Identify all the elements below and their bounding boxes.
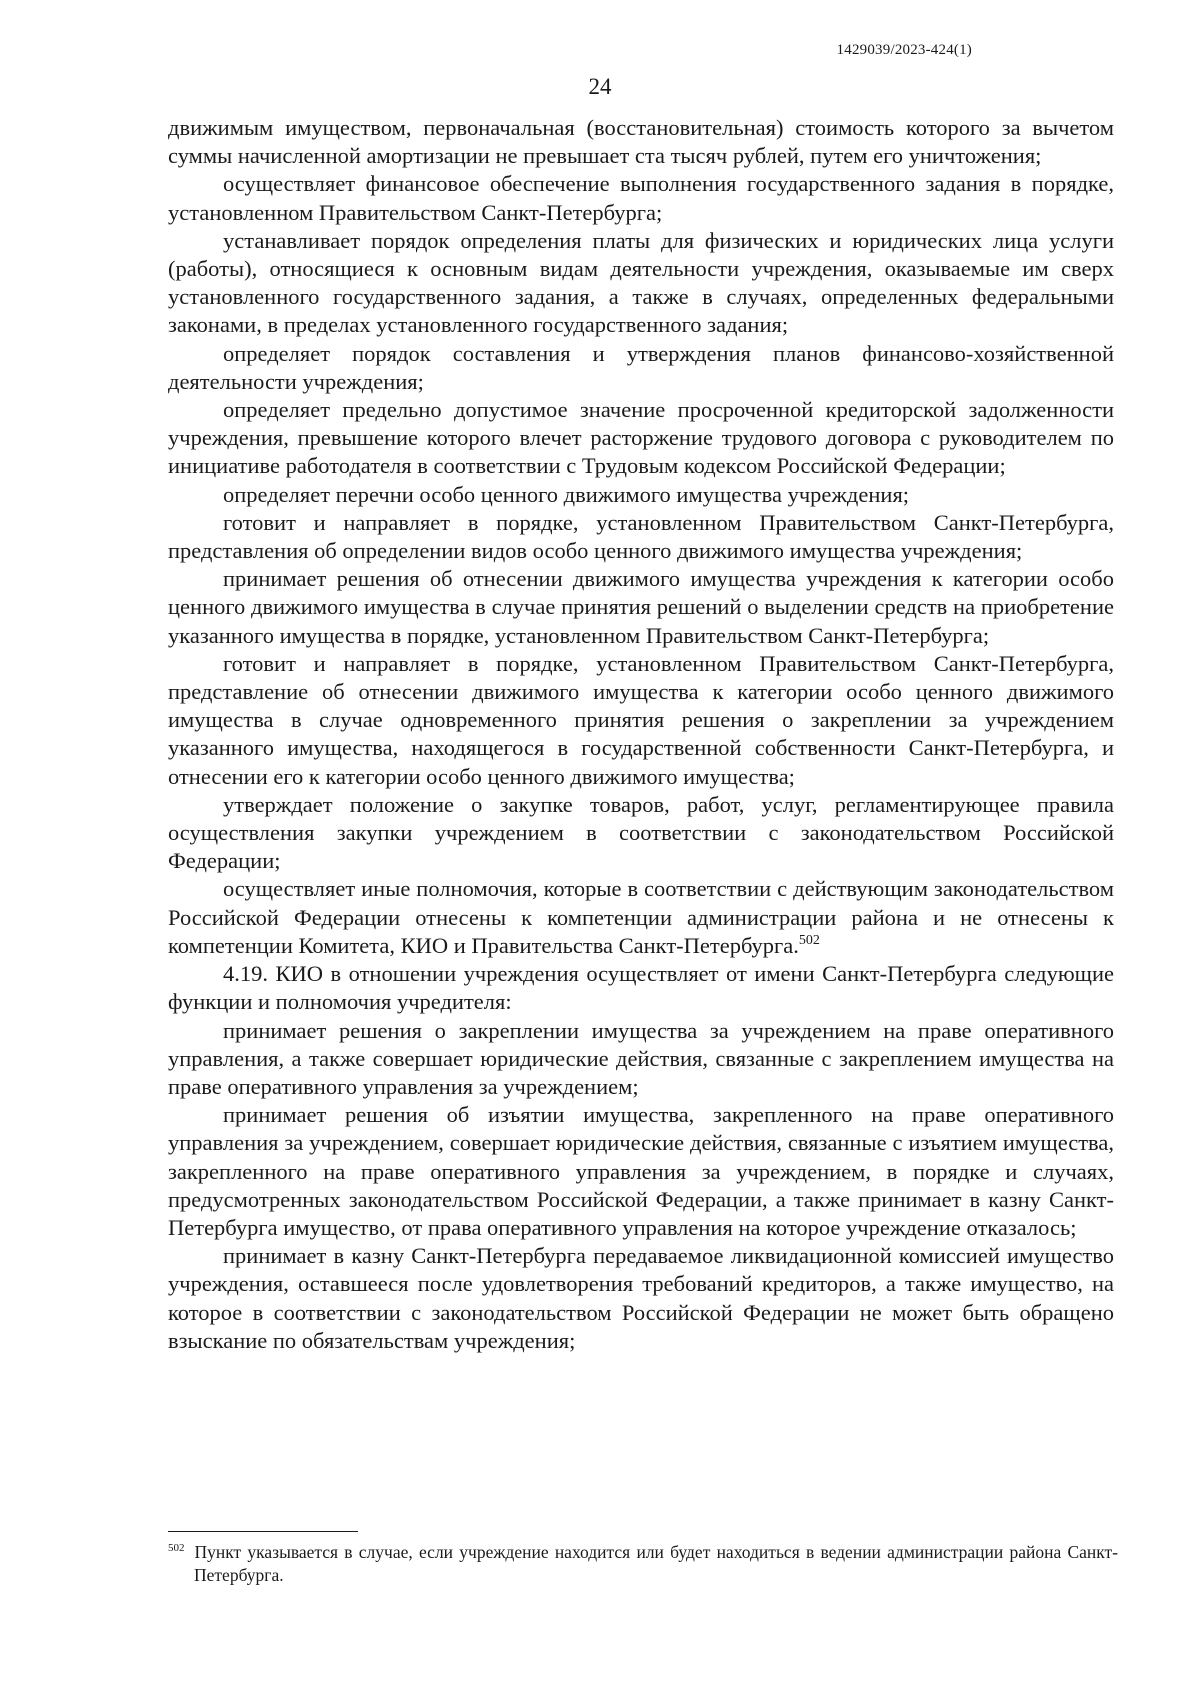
section-paragraph: 4.19. КИО в отношении учреждения осуществляет от имени Санкт-Петербурга следующие функции и полномочия учредителя: <box>168 961 1114 1015</box>
page-number: 24 <box>588 74 612 99</box>
paragraph: осуществляет финансовое обеспечение выполнения государственного задания в порядке, установленном Правительством Санкт-Петербурга; <box>168 171 1114 225</box>
paragraph-with-footnote <box>168 875 1114 960</box>
document-registration-number: 1429039/2023-424(1) <box>836 42 972 58</box>
footnote-separator <box>168 1531 358 1532</box>
footnote-entry <box>168 1541 1118 1587</box>
paragraph-text: осуществляет иные полномочия, которые в соответствии с действующим законодательством Российской Федерации отнесены к компетенции администрации района и не отнесены к компетенции Комитета, КИО и Правительства Санкт-Петербурга. <box>168 876 1114 958</box>
paragraph: движимым имуществом, первоначальная (восстановительная) стоимость которого за вычетом суммы начисленной амортизации не превышает ста тысяч рублей, путем его уничтожения; <box>168 115 1114 169</box>
document-body <box>168 114 1114 1355</box>
footnote-text: Пункт указывается в случае, если учреждение находится или будет находиться в ведении администрации района Санкт-Петербурга. <box>194 1542 1118 1585</box>
paragraph: определяет порядок составления и утверждения планов финансово-хозяйственной деятельности учреждения; <box>168 340 1114 394</box>
paragraph: определяет предельно допустимое значение просроченной кредиторской задолженности учреждения, превышение которого влечет расторжение трудового договора с руководителем по инициативе работодателя в соответствии с Трудовым кодексом Российской Федерации; <box>168 397 1114 479</box>
paragraph: утверждает положение о закупке товаров, работ, услуг, регламентирующее правила осуществления закупки учреждением в соответствии с законодательством Российской Федерации; <box>168 791 1114 874</box>
paragraph: принимает в казну Санкт-Петербурга передаваемое ликвидационной комиссией имущество учреждения, оставшееся после удовлетворения требований кредиторов, а также имущество, на которое в соответствии с законодательством Российской Федерации не может быть обращено взыскание по обязательствам учреждения; <box>168 1243 1114 1353</box>
paragraph: принимает решения об отнесении движимого имущества учреждения к категории особо ценного движимого имущества в случае принятия решений о выделении средств на приобретение указанного имущества в порядке, установленном Правительством Санкт-Петербурга; <box>168 566 1114 648</box>
paragraph: готовит и направляет в порядке, установленном Правительством Санкт-Петербурга, представление об отнесении движимого имущества к категории особо ценного движимого имущества в случае одновременного принятия решения о закреплении за учреждением указанного имущества, находящегося в государственной собственности Санкт-Петербурга, и отнесении его к категории особо ценного движимого имущества; <box>168 650 1114 789</box>
paragraph: готовит и направляет в порядке, установленном Правительством Санкт-Петербурга, представления об определении видов особо ценного движимого имущества учреждения; <box>168 509 1114 564</box>
paragraph: принимает решения о закреплении имущества за учреждением на праве оперативного управления, а также совершает юридические действия, связанные с закреплением имущества на праве оперативного управления за учреждением; <box>168 1017 1114 1099</box>
footnote <box>168 1541 1118 1587</box>
paragraph: определяет перечни особо ценного движимого имущества учреждения; <box>223 481 910 507</box>
footnote-reference[interactable]: 502 <box>798 932 820 948</box>
paragraph: принимает решения об изъятии имущества, закрепленного на праве оперативного управления за учреждением, совершает юридические действия, связанные с изъятием имущества, закрепленного на праве оперативного управления за учреждением, в порядке и случаях, предусмотренных законодательством Российской Федерации, а также принимает в казну Санкт-Петербурга имущество, от права оперативного управления на которое учреждение отказалось; <box>168 1102 1114 1240</box>
paragraph: устанавливает порядок определения платы для физических и юридических лица услуги (работы), относящиеся к основным видам деятельности учреждения, оказываемые им сверх установленного государственного задания, а также в случаях, определенных федеральными законами, в пределах установленного государственного задания; <box>168 227 1114 338</box>
footnote-mark: 502 <box>168 1542 185 1554</box>
